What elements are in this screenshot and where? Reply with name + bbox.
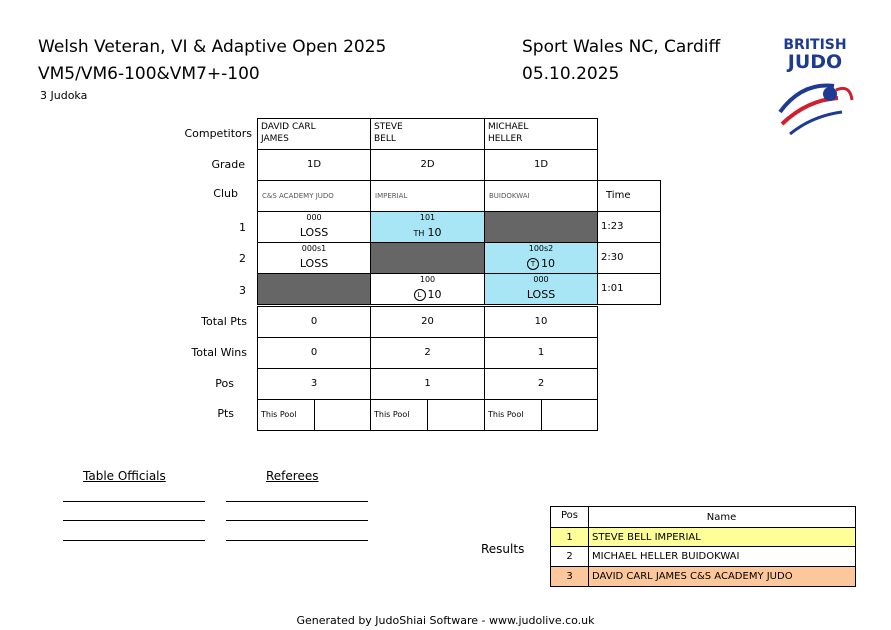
score-top: 100 bbox=[419, 275, 436, 284]
match-3-time: 1:01 bbox=[597, 273, 661, 305]
match-num-1: 1 bbox=[239, 221, 246, 234]
results-name-header: Name bbox=[706, 512, 737, 523]
competitor-name-line2: HELLER bbox=[488, 134, 523, 144]
result-pos: 1 bbox=[551, 528, 589, 546]
signature-line bbox=[226, 501, 368, 502]
pts-this-pool-2: This Pool bbox=[370, 399, 428, 431]
club-2: IMPERIAL bbox=[370, 180, 485, 212]
score-main: LOSS bbox=[526, 288, 556, 301]
t-circle-icon: T bbox=[527, 258, 539, 270]
competitor-name-line1: STEVE bbox=[374, 122, 403, 132]
signature-line bbox=[226, 540, 368, 541]
pts-this-pool-3: This Pool bbox=[484, 399, 542, 431]
results-pos-header: Pos bbox=[551, 507, 589, 527]
grade-1: 1D bbox=[257, 149, 371, 181]
match-2-cell-1 bbox=[257, 242, 371, 274]
total-wins-3: 1 bbox=[484, 337, 598, 369]
match-3-cell-3 bbox=[484, 273, 598, 305]
match-2-time: 2:30 bbox=[597, 242, 661, 274]
date: 05.10.2025 bbox=[522, 64, 620, 84]
score-value: 10 bbox=[427, 288, 442, 301]
time-header: Time bbox=[597, 180, 661, 212]
score-top: 000 bbox=[306, 213, 322, 222]
pts-value-2 bbox=[427, 399, 485, 431]
footer-credit: Generated by JudoShiai Software - www.judolive.co.uk bbox=[296, 614, 595, 627]
pos-3: 2 bbox=[484, 368, 598, 400]
match-3-cell-1 bbox=[257, 273, 371, 305]
label-total-pts: Total Pts bbox=[201, 315, 247, 328]
score-main bbox=[371, 288, 484, 301]
label-total-wins: Total Wins bbox=[191, 346, 247, 359]
match-2-cell-3 bbox=[484, 242, 598, 274]
match-1-time: 1:23 bbox=[597, 211, 661, 243]
score-top: 101 bbox=[419, 213, 436, 222]
total-wins-2: 2 bbox=[370, 337, 485, 369]
competitor-name-line1: MICHAEL bbox=[488, 122, 529, 132]
match-3-cell-2 bbox=[370, 273, 485, 305]
competitor-name-1 bbox=[257, 118, 371, 150]
match-num-2: 2 bbox=[239, 252, 246, 265]
match-1-cell-2 bbox=[370, 211, 485, 243]
result-row-2 bbox=[551, 546, 855, 566]
label-pos: Pos bbox=[215, 377, 234, 390]
logo-text-line2: JUDO bbox=[787, 51, 843, 73]
pts-this-pool-1: This Pool bbox=[257, 399, 315, 431]
pts-value-1 bbox=[314, 399, 371, 431]
pts-value-3 bbox=[541, 399, 598, 431]
british-judo-logo bbox=[772, 38, 858, 146]
score-top: 000 bbox=[533, 275, 549, 284]
competitor-name-line2: BELL bbox=[374, 134, 396, 144]
competitor-name-2 bbox=[370, 118, 485, 150]
result-name: MICHAEL HELLER BUIDOKWAI bbox=[592, 551, 740, 562]
logo-text-line1: BRITISH bbox=[783, 37, 847, 53]
score-main bbox=[371, 226, 484, 239]
event-title: Welsh Veteran, VI & Adaptive Open 2025 bbox=[38, 37, 387, 57]
venue: Sport Wales NC, Cardiff bbox=[522, 37, 721, 57]
total-pts-1: 0 bbox=[257, 306, 371, 338]
th-icon: TH bbox=[413, 229, 425, 238]
pos-1: 3 bbox=[257, 368, 371, 400]
result-name: STEVE BELL IMPERIAL bbox=[592, 532, 701, 543]
total-wins-1: 0 bbox=[257, 337, 371, 369]
result-pos: 2 bbox=[551, 547, 589, 566]
result-row-1 bbox=[551, 527, 855, 546]
match-num-3: 3 bbox=[239, 284, 246, 297]
category-title: VM5/VM6-100&VM7+-100 bbox=[38, 64, 260, 84]
judoka-emblem-icon bbox=[772, 72, 858, 142]
score-value: 10 bbox=[427, 226, 442, 239]
l-circle-icon: L bbox=[414, 289, 426, 301]
club-3: BUIDOKWAI bbox=[484, 180, 598, 212]
total-pts-2: 20 bbox=[370, 306, 485, 338]
result-name: DAVID CARL JAMES C&S ACADEMY JUDO bbox=[592, 571, 793, 582]
referees-heading: Referees bbox=[266, 469, 319, 483]
competitor-name-line1: DAVID CARL bbox=[261, 122, 316, 132]
label-competitors: Competitors bbox=[184, 127, 252, 140]
signature-line bbox=[63, 520, 205, 521]
label-club: Club bbox=[213, 187, 238, 200]
table-officials-heading: Table Officials bbox=[83, 469, 166, 483]
judoka-count: 3 Judoka bbox=[40, 89, 88, 102]
label-grade: Grade bbox=[211, 158, 245, 171]
score-value: 10 bbox=[541, 257, 555, 270]
result-pos: 3 bbox=[551, 567, 589, 586]
competitor-name-line2: JAMES bbox=[261, 134, 289, 144]
label-pts: Pts bbox=[217, 407, 234, 420]
score-top: 100s2 bbox=[528, 244, 554, 253]
signature-line bbox=[63, 501, 205, 502]
grade-2: 2D bbox=[370, 149, 485, 181]
club-1: C&S ACADEMY JUDO bbox=[257, 180, 371, 212]
score-main: LOSS bbox=[299, 226, 329, 239]
pos-2: 1 bbox=[370, 368, 485, 400]
competitor-name-3 bbox=[484, 118, 598, 150]
score-top: 000s1 bbox=[301, 244, 327, 253]
match-2-cell-2 bbox=[370, 242, 485, 274]
match-1-cell-3 bbox=[484, 211, 598, 243]
score-main bbox=[485, 257, 597, 270]
match-1-cell-1 bbox=[257, 211, 371, 243]
signature-line bbox=[63, 540, 205, 541]
results-table bbox=[550, 506, 856, 587]
result-row-3 bbox=[551, 566, 855, 586]
signature-line bbox=[226, 520, 368, 521]
score-main: LOSS bbox=[299, 257, 329, 270]
grade-3: 1D bbox=[484, 149, 598, 181]
total-pts-3: 10 bbox=[484, 306, 598, 338]
results-label: Results bbox=[481, 542, 525, 556]
